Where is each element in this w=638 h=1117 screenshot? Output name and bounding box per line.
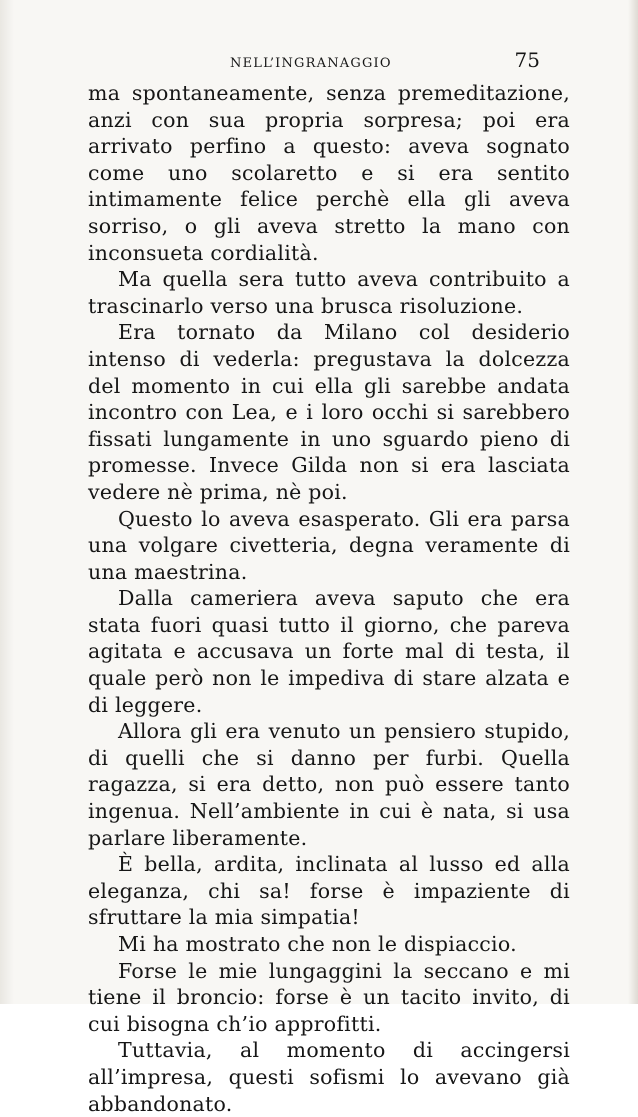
page-number: 75 <box>514 48 540 72</box>
paragraph: Tuttavia, al momento di accingersi all’impresa, questi sofismi lo avevano già abbandonato. <box>88 1038 570 1116</box>
page-edge-shadow <box>628 0 638 1004</box>
paragraph: Era tornato da Milano col desiderio intenso di vederla: pregustava la dolcezza del momento in cui ella gli sarebbe andata incontro con Lea, e i loro occhi si sarebbero fissati lungamente in uno sguardo pieno di promesse. Invece Gilda non si era lasciata vedere nè prima, nè poi. <box>88 320 570 504</box>
paragraph: Mi ha mostrato che non le dispiaccio. <box>118 932 517 956</box>
paragraph: È bella, ardita, inclinata al lusso ed alla eleganza, chi sa! forse è impaziente di sfruttare la mia simpatia! <box>88 852 570 930</box>
paragraph: ma spontaneamente, senza premeditazione, anzi con sua propria sorpresa; poi era arrivato perfino a questo: aveva sognato come uno scolaretto e si era sentito intimamente felice perchè ella gli aveva sorriso, o gli aveva stretto la mano con inconsueta cordialità. <box>88 81 570 265</box>
paragraph: Ma quella sera tutto aveva contribuito a trascinarlo verso una brusca risoluzione. <box>88 267 570 318</box>
paragraph: Dalla cameriera aveva saputo che era stata fuori quasi tutto il giorno, che pareva agitata e accusava un forte mal di testa, il quale però non le impediva di stare alzata e di leggere. <box>88 586 570 717</box>
page-header <box>92 48 550 78</box>
page-gutter-shadow <box>0 0 14 1004</box>
paragraph: Forse le mie lungaggini la seccano e mi tiene il broncio: forse è un tacito invito, di cui bisogna ch’io approfitti. <box>88 958 570 1036</box>
paragraph: Questo lo aveva esasperato. Gli era parsa una volgare civetteria, degna veramente di una maestrina. <box>88 506 570 584</box>
body-text <box>88 80 570 1117</box>
paragraph: Allora gli era venuto un pensiero stupido, di quelli che si danno per furbi. Quella ragazza, si era detto, non può essere tanto ingenua. Nell’ambiente in cui è nata, si usa parlare liberamente. <box>88 719 570 850</box>
running-title: NELL’INGRANAGGIO <box>230 56 392 71</box>
